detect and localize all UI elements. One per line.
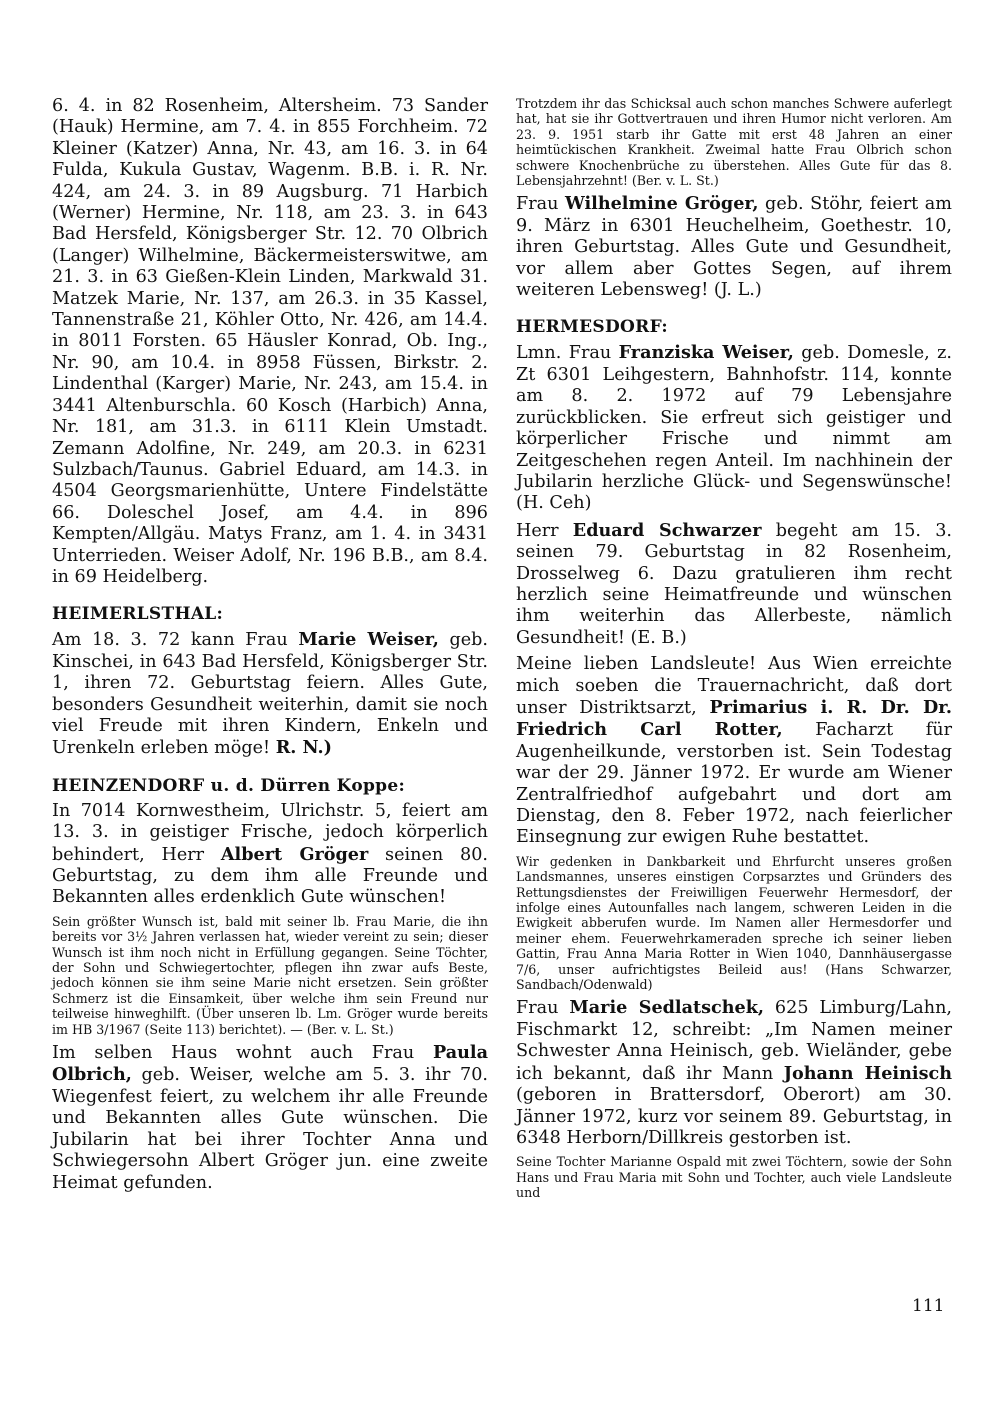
sedlatschek-paragraph: Frau Marie Sedlatschek, 625 Limburg/Lahn, Fischmarkt 12, schreibt: „Im Namen meiner Schwester Anna Heinisch, geb. Wieländer, gebe ich bekannt, daß ihr Mann Johann Heinisch (geboren in Brattersdorf, Oberort) am 30. Jänner 1972, kurz vor seinem 89. Geburtstag, in 6348 Herborn/Dillkreis gestorben ist.	[516, 997, 952, 1148]
heimerlsthal-heading: HEIMERLSTHAL:	[52, 604, 224, 625]
heimerlsthal-paragraph: Am 18. 3. 72 kann Frau Marie Weiser, geb. Kinschei, in 643 Bad Hersfeld, Königsberger Str. 1, ihren 72. Geburtstag feiern. Alles Gute, besonders Gesundheit weiterhin, damit sie noch viel Freude mit ihren Kindern, Enkeln und Urenkeln erleben möge! R. N.)	[52, 629, 489, 759]
right-column	[516, 96, 952, 1201]
heinzendorf-small-paragraph: Sein größter Wunsch ist, bald mit seiner lb. Frau Marie, die ihn bereits vor 3½ Jahren verlassen hat, wieder vereint zu sein; dieser Wunsch ist ihm noch nicht in Erfüllung gegangen. Seine Töchter, der Sohn und Schwiegertochter, pflegen ihn zwar aufs Beste, jedoch können sie ihm seine Marie nicht ersetzen. Sein größter Schmerz ist die Einsamkeit, über welche ihm sein Freund nur teilweise hinweghilft. (Über unseren lb. Lm. Gröger wurde bereits im HB 3/1967 (Seite 113) berichtet). — (Ber. v. L. St.)	[52, 913, 488, 1037]
rotter-small-paragraph: Wir gedenken in Dankbarkeit und Ehrfurcht unseres großen Landsmannes, unseres einstigen Corpsarztes und Gründers des Rettungsdienstes der Freiwilligen Feuerwehr Hermesdorf, der infolge eines Autounfalles nach langem, schweren Leiden in die Ewigkeit abberufen wurde. Im Namen aller Hermesdorfer und meiner ehem. Feuerwehrkameraden spreche ich seiner lieben Gattin, Frau Anna Maria Rotter in Wien 1040, Dannhäusergasse 7/6, unser aufrichtigstes Beileid aus! (Hans Schwarzer, Sandbach/Odenwald)	[516, 853, 952, 993]
birthday-list-paragraph: 6. 4. in 82 Rosenheim, Altersheim. 73 Sander (Hauk) Hermine, am 7. 4. in 855 Forchheim. 72 Kleiner (Katzer) Anna, Nr. 43, am 16. 3. in 64 Fulda, Kukula Gustav, Wagenm. B.B. i. R. Nr. 424, am 24. 3. in 89 Augsburg. 71 Harbich (Werner) Hermine, Nr. 118, am 23. 3. in 643 Bad Hersfeld, Königsberger Str. 12. 70 Olbrich (Langer) Wilhelmine, Bäckermeisterswitwe, am 21. 3. in 63 Gießen-Klein Linden, Markwald 31. Matzek Marie, Nr. 137, am 26.3. in 35 Kassel, Tannenstraße 21, Köhler Otto, Nr. 426, am 14.4. in 8011 Forsten. 65 Häusler Konrad, Ob. Ing., Nr. 90, am 10.4. in 8958 Füssen, Birkstr. 2. Lindenthal (Karger) Marie, Nr. 243, am 15.4. in 3441 Altenburschla. 60 Kosch (Harbich) Anna, Nr. 181, am 31.3. in 6111 Klein Umstadt. Zemann Adolfine, Nr. 249, am 20.3. in 6231 Sulzbach/Taunus. Gabriel Eduard, am 14.3. in 4504 Georgsmarienhütte, Untere Findelstätte 66. Doleschel Josef, am 4.4. in 896 Kempten/Allgäu. Matys Franz, am 1. 4. in 3431 Unterrieden. Weiser Adolf, Nr. 196 B.B., am 8.4. in 69 Heidelberg.	[52, 96, 488, 587]
hermesdorf-heading: HERMESDORF:	[516, 317, 668, 338]
olbrich-paragraph: Im selben Haus wohnt auch Frau Paula Olbrich, geb. Weiser, welche am 5. 3. ihr 70. Wiegenfest feiert, zu welchem ihr alle Freunde und Bekannten alles Gute wünschen. Die Jubilarin hat bei ihrer Tochter Anna und Schwiegersohn Albert Gröger jun. eine zweite Heimat gefunden.	[52, 1042, 488, 1193]
olbrich-continuation-small-paragraph: Trotzdem ihr das Schicksal auch schon manches Schwere auferlegt hat, hat sie ihr Gottvertrauen und ihren Humor nicht verloren. Am 23. 9. 1951 starb ihr Gatte mit erst 48 Jahren an einer heimtückischen Krankheit. Zweimal hatte Frau Olbrich schon schwere Knochenbrüche zu überstehen. Alles Gute für das 8. Lebensjahrzehnt! (Ber. v. L. St.)	[516, 96, 952, 189]
heinzendorf-paragraph: In 7014 Kornwestheim, Ulrichstr. 5, feiert am 13. 3. in geistiger Frische, jedoch körperlich behindert, Herr Albert Gröger seinen 80. Geburtstag, zu dem ihm alle Freunde und Bekannten alles erdenklich Gute wünschen!	[52, 800, 488, 908]
franziska-weiser-paragraph: Lmn. Frau Franziska Weiser, geb. Domesle, z. Zt 6301 Leihgestern, Bahnhofstr. 114, konnte am 8. 2. 1972 auf 79 Lebensjahre zurückblicken. Sie erfreut sich geistiger und körperlicher Frische und nimmt am Zeitgeschehen regen Anteil. Im nachhinein der Jubilarin herzliche Glück- und Segenswünsche! (H. Ceh)	[516, 342, 952, 514]
heinisch-small-paragraph: Seine Tochter Marianne Ospald mit zwei Töchtern, sowie der Sohn Hans und Frau Maria mit Sohn und Tochter, auch viele Landsleute und	[516, 1154, 952, 1201]
page-number: 111	[912, 1296, 945, 1316]
rotter-paragraph: Meine lieben Landsleute! Aus Wien erreichte mich soeben die Trauernachricht, daß dort unser Distriktsarzt, Primarius i. R. Dr. Dr. Friedrich Carl Rotter, Facharzt für Augenheilkunde, verstorben ist. Sein Todestag war der 29. Jänner 1972. Er wurde am Wiener Zentralfriedhof aufgebahrt und dort am Dienstag, den 8. Feber 1972, nach feierlicher Einsegnung zur ewigen Ruhe bestattet.	[516, 654, 952, 848]
left-column	[52, 96, 488, 1194]
schwarzer-paragraph: Herr Eduard Schwarzer begeht am 15. 3. seinen 79. Geburtstag in 82 Rosenheim, Drosselweg 6. Dazu gratulieren ihm recht herzlich seine Heimatfreunde und wünschen ihm weiterhin das Allerbeste, nämlich Gesundheit! (E. B.)	[516, 519, 952, 648]
heinzendorf-heading: HEINZENDORF u. d. Dürren Koppe:	[52, 775, 406, 796]
groeger-paragraph: Frau Wilhelmine Gröger, geb. Stöhr, feiert am 9. März in 6301 Heuchelheim, Goethestr. 10, ihren Geburtstag. Alles Gute und Gesundheit, vor allem aber Gottes Segen, auf ihrem weiteren Lebensweg! (J. L.)	[516, 193, 952, 301]
